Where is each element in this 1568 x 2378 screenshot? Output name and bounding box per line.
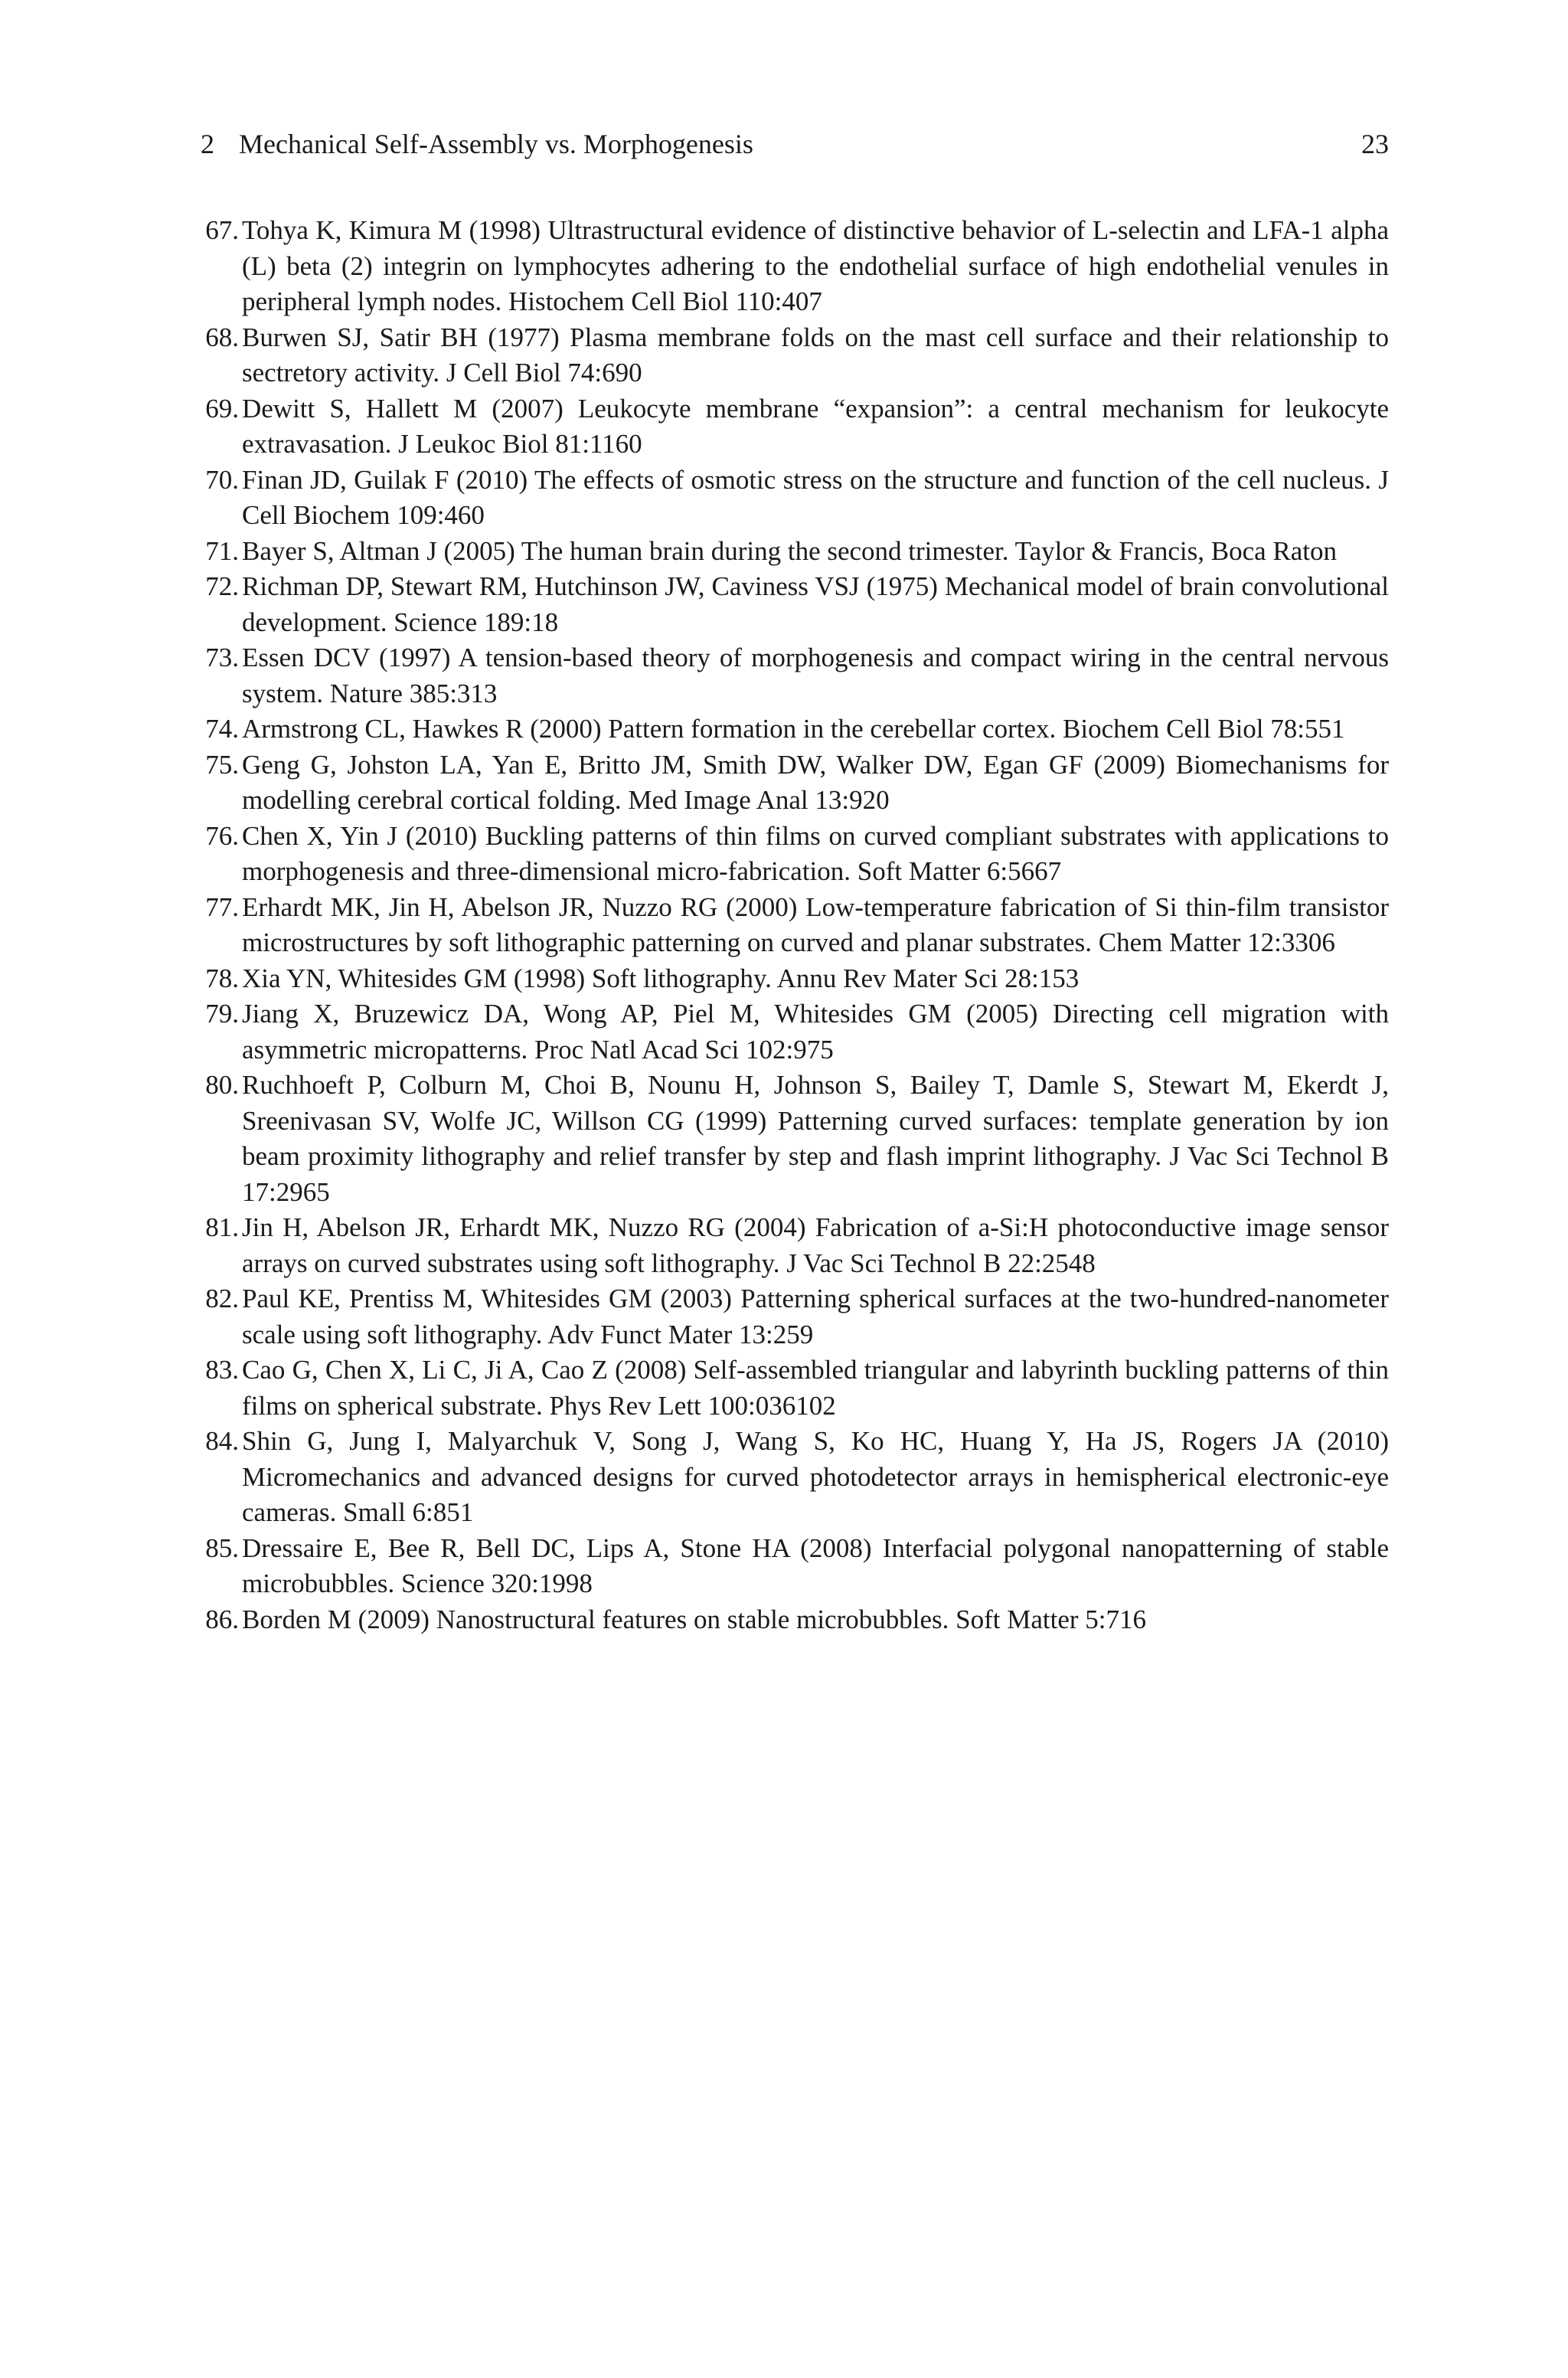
reference-item xyxy=(201,1068,1389,1210)
reference-number: 84. xyxy=(205,1426,239,1456)
reference-text: Richman DP, Stewart RM, Hutchinson JW, Caviness VSJ (1975) Mechanical model of brain convolutional development. Science 189:18 xyxy=(242,571,1389,637)
reference-list xyxy=(201,213,1389,1637)
reference-item xyxy=(201,320,1389,391)
reference-text: Burwen SJ, Satir BH (1977) Plasma membrane folds on the mast cell surface and their relationship to sectretory activity. J Cell Biol 74:690 xyxy=(242,322,1389,388)
reference-text: Armstrong CL, Hawkes R (2000) Pattern formation in the cerebellar cortex. Biochem Cell Biol 78:551 xyxy=(242,714,1345,744)
reference-item xyxy=(201,1424,1389,1531)
reference-text: Finan JD, Guilak F (2010) The effects of osmotic stress on the structure and function of the cell nucleus. J Cell Biochem 109:460 xyxy=(242,464,1389,530)
reference-text: Borden M (2009) Nanostructural features on stable microbubbles. Soft Matter 5:716 xyxy=(242,1604,1146,1634)
reference-text: Jiang X, Bruzewicz DA, Wong AP, Piel M, Whitesides GM (2005) Directing cell migration with asymmetric micropatterns. Proc Natl Acad Sci 102:975 xyxy=(242,999,1389,1065)
book-page xyxy=(201,121,1389,1637)
reference-text: Erhardt MK, Jin H, Abelson JR, Nuzzo RG (2000) Low-temperature fabrication of Si thin-film transistor microstructures by soft lithographic patterning on curved and planar substrates. Chem Matter 12:3306 xyxy=(242,891,1389,957)
reference-item xyxy=(201,463,1389,534)
reference-number: 67. xyxy=(205,215,239,245)
reference-number: 78. xyxy=(205,963,239,993)
chapter-number: 2 xyxy=(201,129,214,159)
reference-number: 75. xyxy=(205,749,239,780)
reference-item xyxy=(201,213,1389,320)
reference-number: 68. xyxy=(205,322,239,352)
reference-item xyxy=(201,1210,1389,1281)
reference-number: 77. xyxy=(205,891,239,922)
reference-text: Dressaire E, Bee R, Bell DC, Lips A, Stone HA (2008) Interfacial polygonal nanopatterning of stable microbubbles. Science 320:1998 xyxy=(242,1532,1389,1598)
reference-number: 73. xyxy=(205,643,239,672)
reference-item xyxy=(201,819,1389,890)
reference-number: 80. xyxy=(205,1070,239,1100)
reference-number: 83. xyxy=(205,1355,239,1385)
reference-number: 69. xyxy=(205,393,239,424)
reference-text: Jin H, Abelson JR, Erhardt MK, Nuzzo RG (2004) Fabrication of a-Si:H photoconductive image sensor arrays on curved substrates using soft lithography. J Vac Sci Technol B 22:2548 xyxy=(242,1212,1389,1278)
reference-item xyxy=(201,1353,1389,1424)
reference-item xyxy=(201,996,1389,1068)
reference-text: Cao G, Chen X, Li C, Ji A, Cao Z (2008) Self-assembled triangular and labyrinth buckling patterns of thin films on spherical substrate. Phys Rev Lett 100:036102 xyxy=(242,1355,1389,1421)
page-number: 23 xyxy=(1361,129,1389,159)
reference-item xyxy=(201,569,1389,640)
reference-number: 70. xyxy=(205,464,239,495)
reference-text: Chen X, Yin J (2010) Buckling patterns of thin films on curved compliant substrates with applications to morphogenesis and three-dimensional micro-fabrication. Soft Matter 6:5667 xyxy=(242,820,1389,886)
reference-number: 79. xyxy=(205,999,239,1029)
reference-number: 81. xyxy=(205,1212,239,1242)
reference-text: Xia YN, Whitesides GM (1998) Soft lithography. Annu Rev Mater Sci 28:153 xyxy=(242,963,1080,993)
reference-number: 85. xyxy=(205,1532,239,1563)
reference-item xyxy=(201,1531,1389,1602)
reference-text: Geng G, Johston LA, Yan E, Britto JM, Smith DW, Walker DW, Egan GF (2009) Biomechanisms for modelling cerebral cortical folding. Med Image Anal 13:920 xyxy=(242,749,1389,815)
reference-item xyxy=(201,1281,1389,1353)
reference-number: 74. xyxy=(205,714,239,744)
reference-item xyxy=(201,747,1389,819)
running-head xyxy=(201,121,1389,167)
reference-item xyxy=(201,391,1389,463)
reference-number: 86. xyxy=(205,1604,239,1634)
reference-item xyxy=(201,890,1389,961)
reference-text: Shin G, Jung I, Malyarchuk V, Song J, Wang S, Ko HC, Huang Y, Ha JS, Rogers JA (2010) Micromechanics and advanced designs for curved photodetector arrays in hemispherical electronic-eye cameras. Small 6:851 xyxy=(242,1426,1389,1527)
reference-text: Ruchhoeft P, Colburn M, Choi B, Nounu H, Johnson S, Bailey T, Damle S, Stewart M, Ekerdt J, Sreenivasan SV, Wolfe JC, Willson CG (1999) Patterning curved surfaces: template generation by ion beam proximity lithography and relief transfer by step and flash imprint lithography. J Vac Sci Technol B 17:2965 xyxy=(242,1070,1389,1207)
reference-item xyxy=(201,640,1389,711)
reference-text: Essen DCV (1997) A tension-based theory of morphogenesis and compact wiring in the central nervous system. Nature 385:313 xyxy=(242,643,1389,708)
reference-number: 71. xyxy=(205,535,239,566)
chapter-title: Mechanical Self-Assembly vs. Morphogenesis xyxy=(239,129,753,159)
reference-text: Dewitt S, Hallett M (2007) Leukocyte membrane “expansion”: a central mechanism for leukocyte extravasation. J Leukoc Biol 81:1160 xyxy=(242,393,1389,459)
reference-item xyxy=(201,711,1389,747)
reference-number: 72. xyxy=(205,571,239,601)
reference-item xyxy=(201,1602,1389,1638)
reference-text: Tohya K, Kimura M (1998) Ultrastructural evidence of distinctive behavior of L-selectin and LFA-1 alpha (L) beta (2) integrin on lymphocytes adhering to the endothelial surface of high endothelial venules in peripheral lymph nodes. Histochem Cell Biol 110:407 xyxy=(242,215,1389,316)
reference-item xyxy=(201,534,1389,570)
reference-item xyxy=(201,961,1389,997)
reference-text: Paul KE, Prentiss M, Whitesides GM (2003) Patterning spherical surfaces at the two-hundred-nanometer scale using soft lithography. Adv Funct Mater 13:259 xyxy=(242,1284,1389,1349)
reference-number: 82. xyxy=(205,1284,239,1313)
reference-text: Bayer S, Altman J (2005) The human brain during the second trimester. Taylor & Francis, Boca Raton xyxy=(242,535,1338,566)
reference-number: 76. xyxy=(205,820,239,851)
